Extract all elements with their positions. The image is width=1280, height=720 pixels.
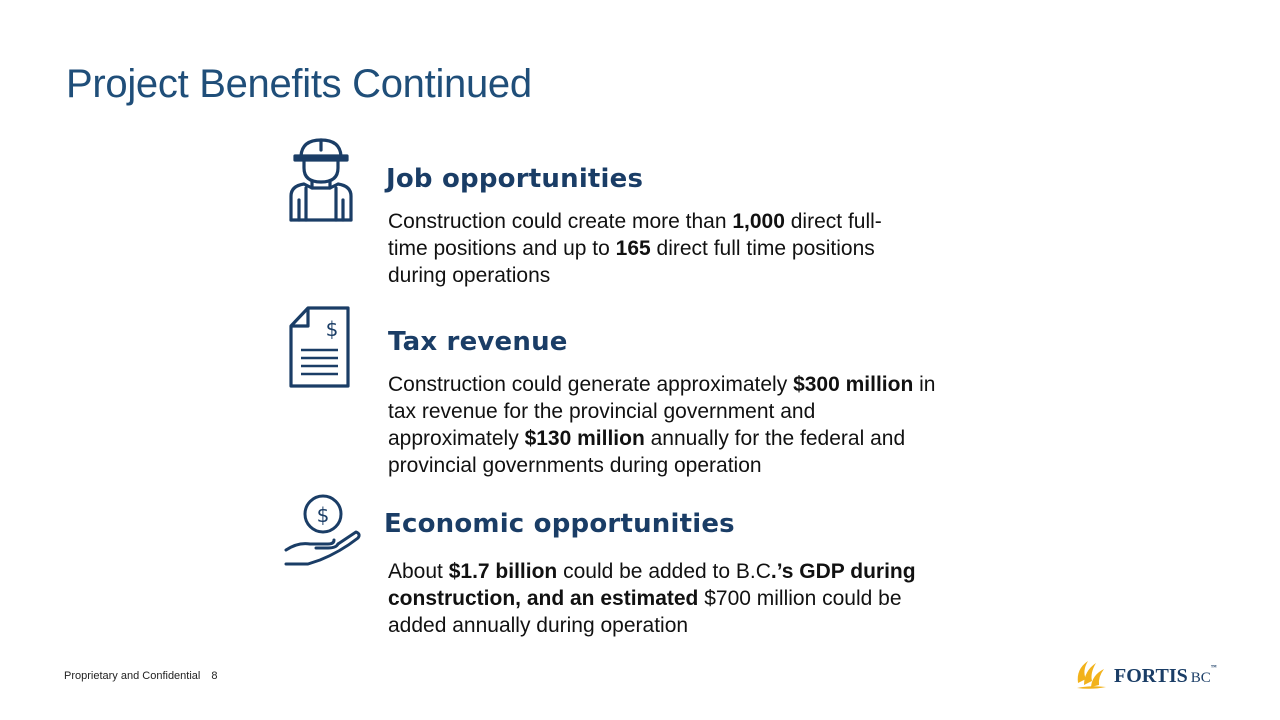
body-text: About xyxy=(388,560,449,583)
emphasis-text: 165 xyxy=(615,237,651,260)
body-text: approximately xyxy=(388,427,525,450)
tax-document-icon xyxy=(288,306,352,388)
section-body-jobs xyxy=(388,208,1028,289)
body-text: added annually during operation xyxy=(388,614,689,637)
footer-confidential-text: Proprietary and Confidential xyxy=(64,670,201,682)
body-text: during operations xyxy=(388,264,551,287)
body-text: Construction could generate approximately xyxy=(388,373,794,396)
body-text: annually for the federal and xyxy=(644,427,906,450)
body-text: direct full time positions xyxy=(650,237,875,260)
section-heading-economic: Economic opportunities xyxy=(384,509,735,539)
body-text: time positions and up to xyxy=(388,237,616,260)
body-text: direct full- xyxy=(784,210,882,233)
svg-text:$: $ xyxy=(316,503,330,527)
logo-name: FORTIS xyxy=(1114,665,1188,687)
fortis-bc-logo xyxy=(1074,657,1217,696)
section-heading-jobs: Job opportunities xyxy=(386,164,644,194)
section-body-economic xyxy=(388,558,1028,639)
emphasis-text: construction, and an estimated xyxy=(388,587,699,610)
emphasis-text: 1,000 xyxy=(732,210,785,233)
body-text: tax revenue for the provincial government and xyxy=(388,400,816,423)
hand-coin-icon xyxy=(284,492,364,572)
flame-logo-icon xyxy=(1074,657,1108,696)
emphasis-text: $300 million xyxy=(793,373,914,396)
body-text: in xyxy=(913,373,936,396)
body-text: Construction could create more than xyxy=(388,210,733,233)
svg-text:$: $ xyxy=(325,317,339,341)
construction-worker-icon xyxy=(288,138,354,224)
section-body-tax xyxy=(388,371,1028,479)
footer xyxy=(64,670,218,682)
page-title: Project Benefits Continued xyxy=(66,62,532,106)
body-text: $700 million could be xyxy=(698,587,902,610)
body-text: provincial governments during operation xyxy=(388,454,762,477)
body-text: could be added to B.C xyxy=(557,560,771,583)
logo-trademark: ™ xyxy=(1210,665,1217,671)
page-number: 8 xyxy=(211,670,218,682)
emphasis-text: $1.7 billion xyxy=(448,560,558,583)
logo-suffix: BC xyxy=(1190,670,1211,686)
emphasis-text: $130 million xyxy=(524,427,645,450)
section-heading-tax: Tax revenue xyxy=(388,327,568,357)
emphasis-text: .’s GDP during xyxy=(770,560,916,583)
